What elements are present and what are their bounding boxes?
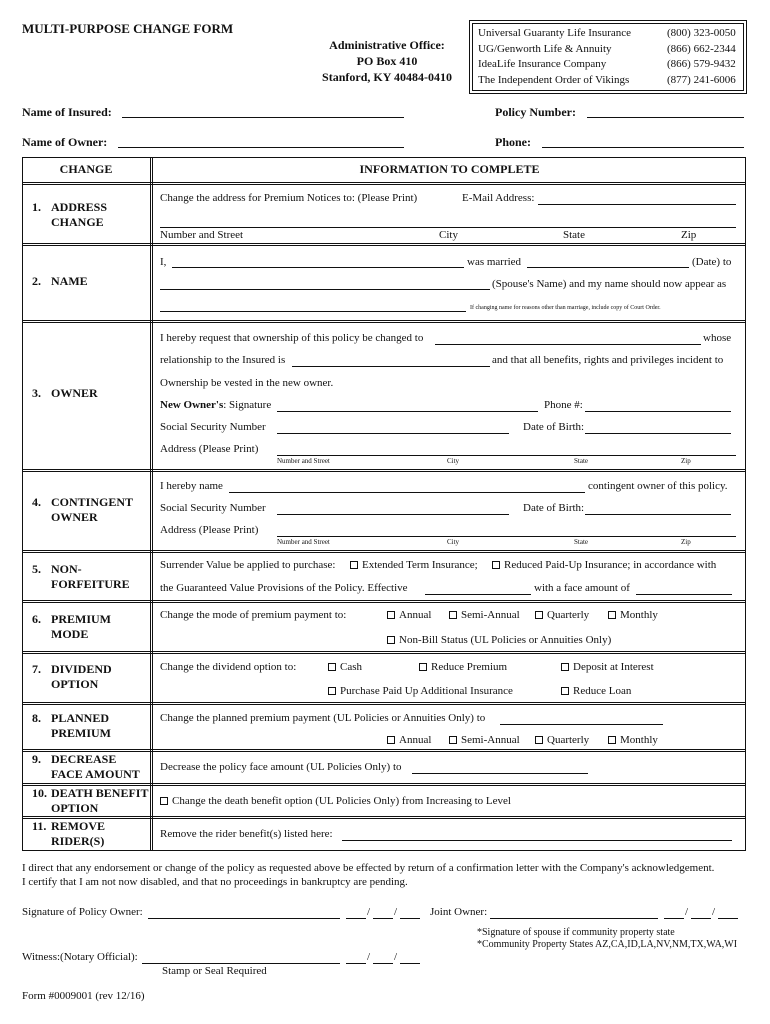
deposit-label: Deposit at Interest [573,661,654,673]
dividend-reduce-loan-option[interactable] [561,685,631,697]
relationship-label: relationship to the Insured is [160,354,286,366]
contingent-street-caption: Number and Street [277,538,330,546]
contingent-owner-name-field[interactable] [229,492,585,493]
owner-sign-day[interactable] [373,918,393,919]
owner-state-caption: State [574,457,588,465]
date-slash: / [367,951,371,963]
new-owner-name-field[interactable] [435,344,701,345]
decrease-face-text: Decrease the policy face amount (UL Policies Only) to [160,761,402,773]
new-name-field[interactable] [160,311,466,312]
planned-quarterly-checkbox[interactable] [535,736,543,744]
witness-sign-month[interactable] [346,963,366,964]
reduced-paidup-checkbox[interactable] [492,561,500,569]
admin-office-line1: Administrative Office: [329,38,445,52]
date-slash: / [712,906,716,918]
deposit-checkbox[interactable] [561,663,569,671]
non-bill-option[interactable] [387,634,611,646]
section-2-label: NAME [51,274,88,288]
spouse-name-label: (Spouse's Name) and my name should now appear as [492,278,727,290]
company-phone: (866) 579-9432 [667,58,736,70]
owner-signature-field[interactable] [148,918,340,919]
paidup-checkbox[interactable] [328,687,336,695]
dob-label: Date of Birth: [523,421,585,433]
joint-sign-day[interactable] [691,918,711,919]
planned-semi-annual-checkbox[interactable] [449,736,457,744]
reduce-loan-label: Reduce Loan [573,685,632,697]
admin-office-line2: PO Box 410 [356,54,418,68]
monthly-label: Monthly [620,609,658,621]
section-5-label [51,562,130,592]
owner-address-label: Address (Please Print) [160,443,259,455]
was-married-label: was married [467,256,522,268]
section-7-label-line2: OPTION [51,677,99,691]
annual-checkbox[interactable] [387,611,395,619]
cash-label: Cash [340,661,362,673]
contingent-state-caption: State [574,538,588,546]
new-owner-signature-label [160,399,271,411]
extended-term-checkbox[interactable] [350,561,358,569]
extended-term-label: Extended Term Insurance; [362,559,478,571]
hereby-name-label: I hereby name [160,480,223,492]
street-caption: Number and Street [160,229,244,241]
section-11-label [51,819,105,849]
planned-monthly-option[interactable] [608,734,658,746]
planned-monthly-label: Monthly [620,734,658,746]
planned-quarterly-label: Quarterly [547,734,590,746]
death-benefit-checkbox[interactable] [160,797,168,805]
reduced-paidup-label: Reduced Paid-Up Insurance; in accordance with [504,559,717,571]
date-slash: / [394,906,398,918]
owner-sign-month[interactable] [346,918,366,919]
info-column-header: INFORMATION TO COMPLETE [359,162,540,176]
planned-premium-text: Change the planned premium payment (UL Policies or Annuities Only) to [160,712,486,724]
premium-quarterly-option[interactable] [535,609,589,621]
section-11-label-line2: RIDER(S) [51,834,105,848]
endorsement-statement: I direct that any endorsement or change of the policy as requested above be effected by return of a confirmation letter with the Company's acknowledgement. [22,862,715,874]
section-1-label-line1: ADDRESS [51,200,108,214]
dividend-reduce-premium-option[interactable] [419,661,507,673]
remove-rider-field[interactable] [342,840,732,841]
section-8-label [51,711,111,741]
relationship-field[interactable] [292,366,490,367]
joint-sign-year[interactable] [718,918,738,919]
dividend-option-text: Change the dividend option to: [160,661,297,673]
death-benefit-option[interactable] [160,795,511,807]
admin-office-line3: Stanford, KY 40484-0410 [322,70,452,84]
witness-sign-day[interactable] [373,963,393,964]
quarterly-checkbox[interactable] [535,611,543,619]
company-name: Universal Guaranty Life Insurance [478,27,632,39]
section-8-label-line2: PREMIUM [51,726,111,740]
name-of-owner-label: Name of Owner: [22,135,108,149]
contingent-zip-caption: Zip [681,538,691,546]
name-i-label: I, [160,256,167,268]
section-9-number: 9. [32,752,41,766]
company-phone: (800) 323-0050 [667,27,736,39]
company-name: UG/Genworth Life & Annuity [478,42,612,55]
face-amount-field[interactable] [636,594,732,595]
non-bill-checkbox[interactable] [387,636,395,644]
change-column-header: CHANGE [59,162,113,176]
spouse-name-field[interactable] [160,289,490,290]
state-caption: State [563,229,585,241]
contingent-address-label: Address (Please Print) [160,524,259,536]
owner-city-caption: City [447,457,460,465]
section-10-number: 10. [32,786,47,800]
reduce-loan-checkbox[interactable] [561,687,569,695]
date-to-label: (Date) to [692,256,732,268]
remove-rider-text: Remove the rider benefit(s) listed here: [160,828,333,840]
date-slash: / [685,906,689,918]
section-8-label-line1: PLANNED [51,711,110,725]
address-change-text: Change the address for Premium Notices to: (Please Print) [160,192,418,204]
form-number: Form #0009001 (rev 12/16) [22,990,145,1002]
stamp-seal-note: Stamp or Seal Required [162,965,267,977]
policy-number-label: Policy Number: [495,105,576,119]
dividend-deposit-option[interactable] [561,661,654,673]
effective-date-field[interactable] [425,594,531,595]
ssn-label: Social Security Number [160,421,266,433]
annual-label: Annual [399,609,432,621]
company-phone: (866) 662-2344 [667,42,736,55]
premium-mode-text: Change the mode of premium payment to: [160,609,347,621]
joint-sign-month[interactable] [664,918,684,919]
section-7-number: 7. [32,662,41,676]
semi-annual-label: Semi-Annual [461,609,520,621]
face-amount-label: with a face amount of [534,582,630,594]
signature-text: : Signature [223,399,272,411]
community-property-note: *Community Property States AZ,CA,ID,LA,NV,NM,TX,WA,WI [477,939,738,950]
reduced-paidup-option[interactable] [492,559,716,571]
phone-label: Phone: [495,135,531,149]
dividend-paidup-option[interactable] [328,685,513,697]
decrease-face-field[interactable] [412,773,588,774]
current-name-field[interactable] [172,267,464,268]
planned-monthly-checkbox[interactable] [608,736,616,744]
contingent-owner-text: contingent owner of this policy. [588,480,728,492]
new-owner-phone-field[interactable] [585,411,731,412]
quarterly-label: Quarterly [547,609,590,621]
name-of-owner-field[interactable] [118,147,404,148]
certification-statement: I certify that I am not now disabled, and that no proceedings in bankruptcy are pending. [22,876,408,888]
column-divider [150,157,153,851]
section-6-label-line1: PREMIUM [51,612,111,626]
name-of-insured-field[interactable] [122,117,404,118]
death-benefit-label: Change the death benefit option (UL Policies Only) from Increasing to Level [172,795,511,807]
section-10-label [51,786,148,816]
phone-number-label: Phone #: [544,399,583,411]
section-9-label [51,752,140,782]
new-owner-signature-field[interactable] [277,411,538,412]
court-order-note: If changing name for reasons other than marriage, include copy of Court Order. [470,305,661,311]
marriage-date-field[interactable] [527,267,689,268]
company-name: IdeaLife Insurance Company [478,58,607,70]
section-5-label-line1: NON- [51,562,82,576]
cash-checkbox[interactable] [328,663,336,671]
planned-semi-annual-option[interactable] [449,734,520,746]
planned-annual-label: Annual [399,734,432,746]
owner-street-caption: Number and Street [277,457,330,465]
witness-signature-field[interactable] [142,963,340,964]
section-3-label: OWNER [51,386,98,400]
company-names [478,26,631,88]
section-7-label [51,662,112,692]
contingent-dob-label: Date of Birth: [523,502,585,514]
section-6-number: 6. [32,612,41,626]
section-4-label-line2: OWNER [51,510,98,524]
section-10-label-line1: DEATH BENEFIT [51,786,149,800]
section-4-label [51,495,133,525]
new-owner-address-field[interactable] [277,455,736,456]
dividend-cash-option[interactable] [328,661,362,673]
contingent-city-caption: City [447,538,460,546]
planned-premium-field[interactable] [500,724,663,725]
non-bill-label: Non-Bill Status (UL Policies or Annuities Only) [399,634,612,646]
section-4-number: 4. [32,495,41,509]
new-address-field[interactable] [160,227,736,228]
new-owner-dob-field[interactable] [585,433,731,434]
section-9-label-line1: DECREASE [51,752,117,766]
section-4-label-line1: CONTINGENT [51,495,134,509]
section-5-label-line2: FORFEITURE [51,577,130,591]
zip-caption: Zip [681,229,697,241]
city-caption: City [439,229,458,241]
surrender-value-text: Surrender Value be applied to purchase: [160,559,336,571]
joint-owner-label: Joint Owner: [430,906,488,918]
witness-label: Witness:(Notary Official): [22,951,138,963]
benefits-text: and that all benefits, rights and privileges incident to [492,354,724,366]
witness-sign-year[interactable] [400,963,420,964]
ownership-vested-text: Ownership be vested in the new owner. [160,377,334,389]
owner-sign-year[interactable] [400,918,420,919]
form-title: MULTI-PURPOSE CHANGE FORM [22,21,234,36]
email-label: E-Mail Address: [462,192,535,204]
name-of-insured-label: Name of Insured: [22,105,112,119]
extended-term-option[interactable] [350,559,478,571]
premium-annual-option[interactable] [387,609,431,621]
section-11-number: 11. [32,819,47,833]
signature-owner-label: Signature of Policy Owner: [22,906,143,918]
section-5-number: 5. [32,562,41,576]
premium-semi-annual-option[interactable] [449,609,520,621]
section-3-number: 3. [32,386,41,400]
planned-quarterly-option[interactable] [535,734,589,746]
section-2-number: 2. [32,274,41,288]
policy-number-field[interactable] [587,117,744,118]
planned-annual-option[interactable] [387,734,431,746]
owner-zip-caption: Zip [681,457,691,465]
monthly-checkbox[interactable] [608,611,616,619]
section-11-label-line1: REMOVE [51,819,105,833]
section-1-number: 1. [32,200,41,214]
contingent-address-field[interactable] [277,536,736,537]
spouse-signature-note: *Signature of spouse if community property state [477,927,675,938]
phone-field[interactable] [542,147,744,148]
section-8-number: 8. [32,711,41,725]
section-1-label-line2: CHANGE [51,215,104,229]
email-field[interactable] [538,204,736,205]
new-owner-ssn-field[interactable] [277,433,509,434]
planned-semi-annual-label: Semi-Annual [461,734,520,746]
company-phones [667,26,736,88]
section-9-label-line2: FACE AMOUNT [51,767,140,781]
reduce-premium-label: Reduce Premium [431,661,508,673]
whose-label: whose [703,332,732,344]
premium-monthly-option[interactable] [608,609,658,621]
contingent-dob-field[interactable] [585,514,731,515]
joint-owner-signature-field[interactable] [490,918,658,919]
date-slash: / [367,906,371,918]
date-slash: / [394,951,398,963]
section-10-label-line2: OPTION [51,801,99,815]
semi-annual-checkbox[interactable] [449,611,457,619]
section-1-label [51,200,107,230]
contingent-ssn-field[interactable] [277,514,509,515]
ownership-change-text: I hereby request that ownership of this policy be changed to [160,332,424,344]
reduce-premium-checkbox[interactable] [419,663,427,671]
guaranteed-value-text: the Guaranteed Value Provisions of the Policy. Effective [160,582,408,594]
administrative-office [312,37,462,85]
company-name: The Independent Order of Vikings [478,73,630,86]
section-6-label [51,612,111,642]
paidup-label: Purchase Paid Up Additional Insurance [340,685,513,697]
section-6-label-line2: MODE [51,627,89,641]
planned-annual-checkbox[interactable] [387,736,395,744]
contingent-ssn-label: Social Security Number [160,502,266,514]
section-7-label-line1: DIVIDEND [51,662,112,676]
company-phone: (877) 241-6006 [667,73,736,86]
new-owner-bold: New Owner's [160,399,224,411]
